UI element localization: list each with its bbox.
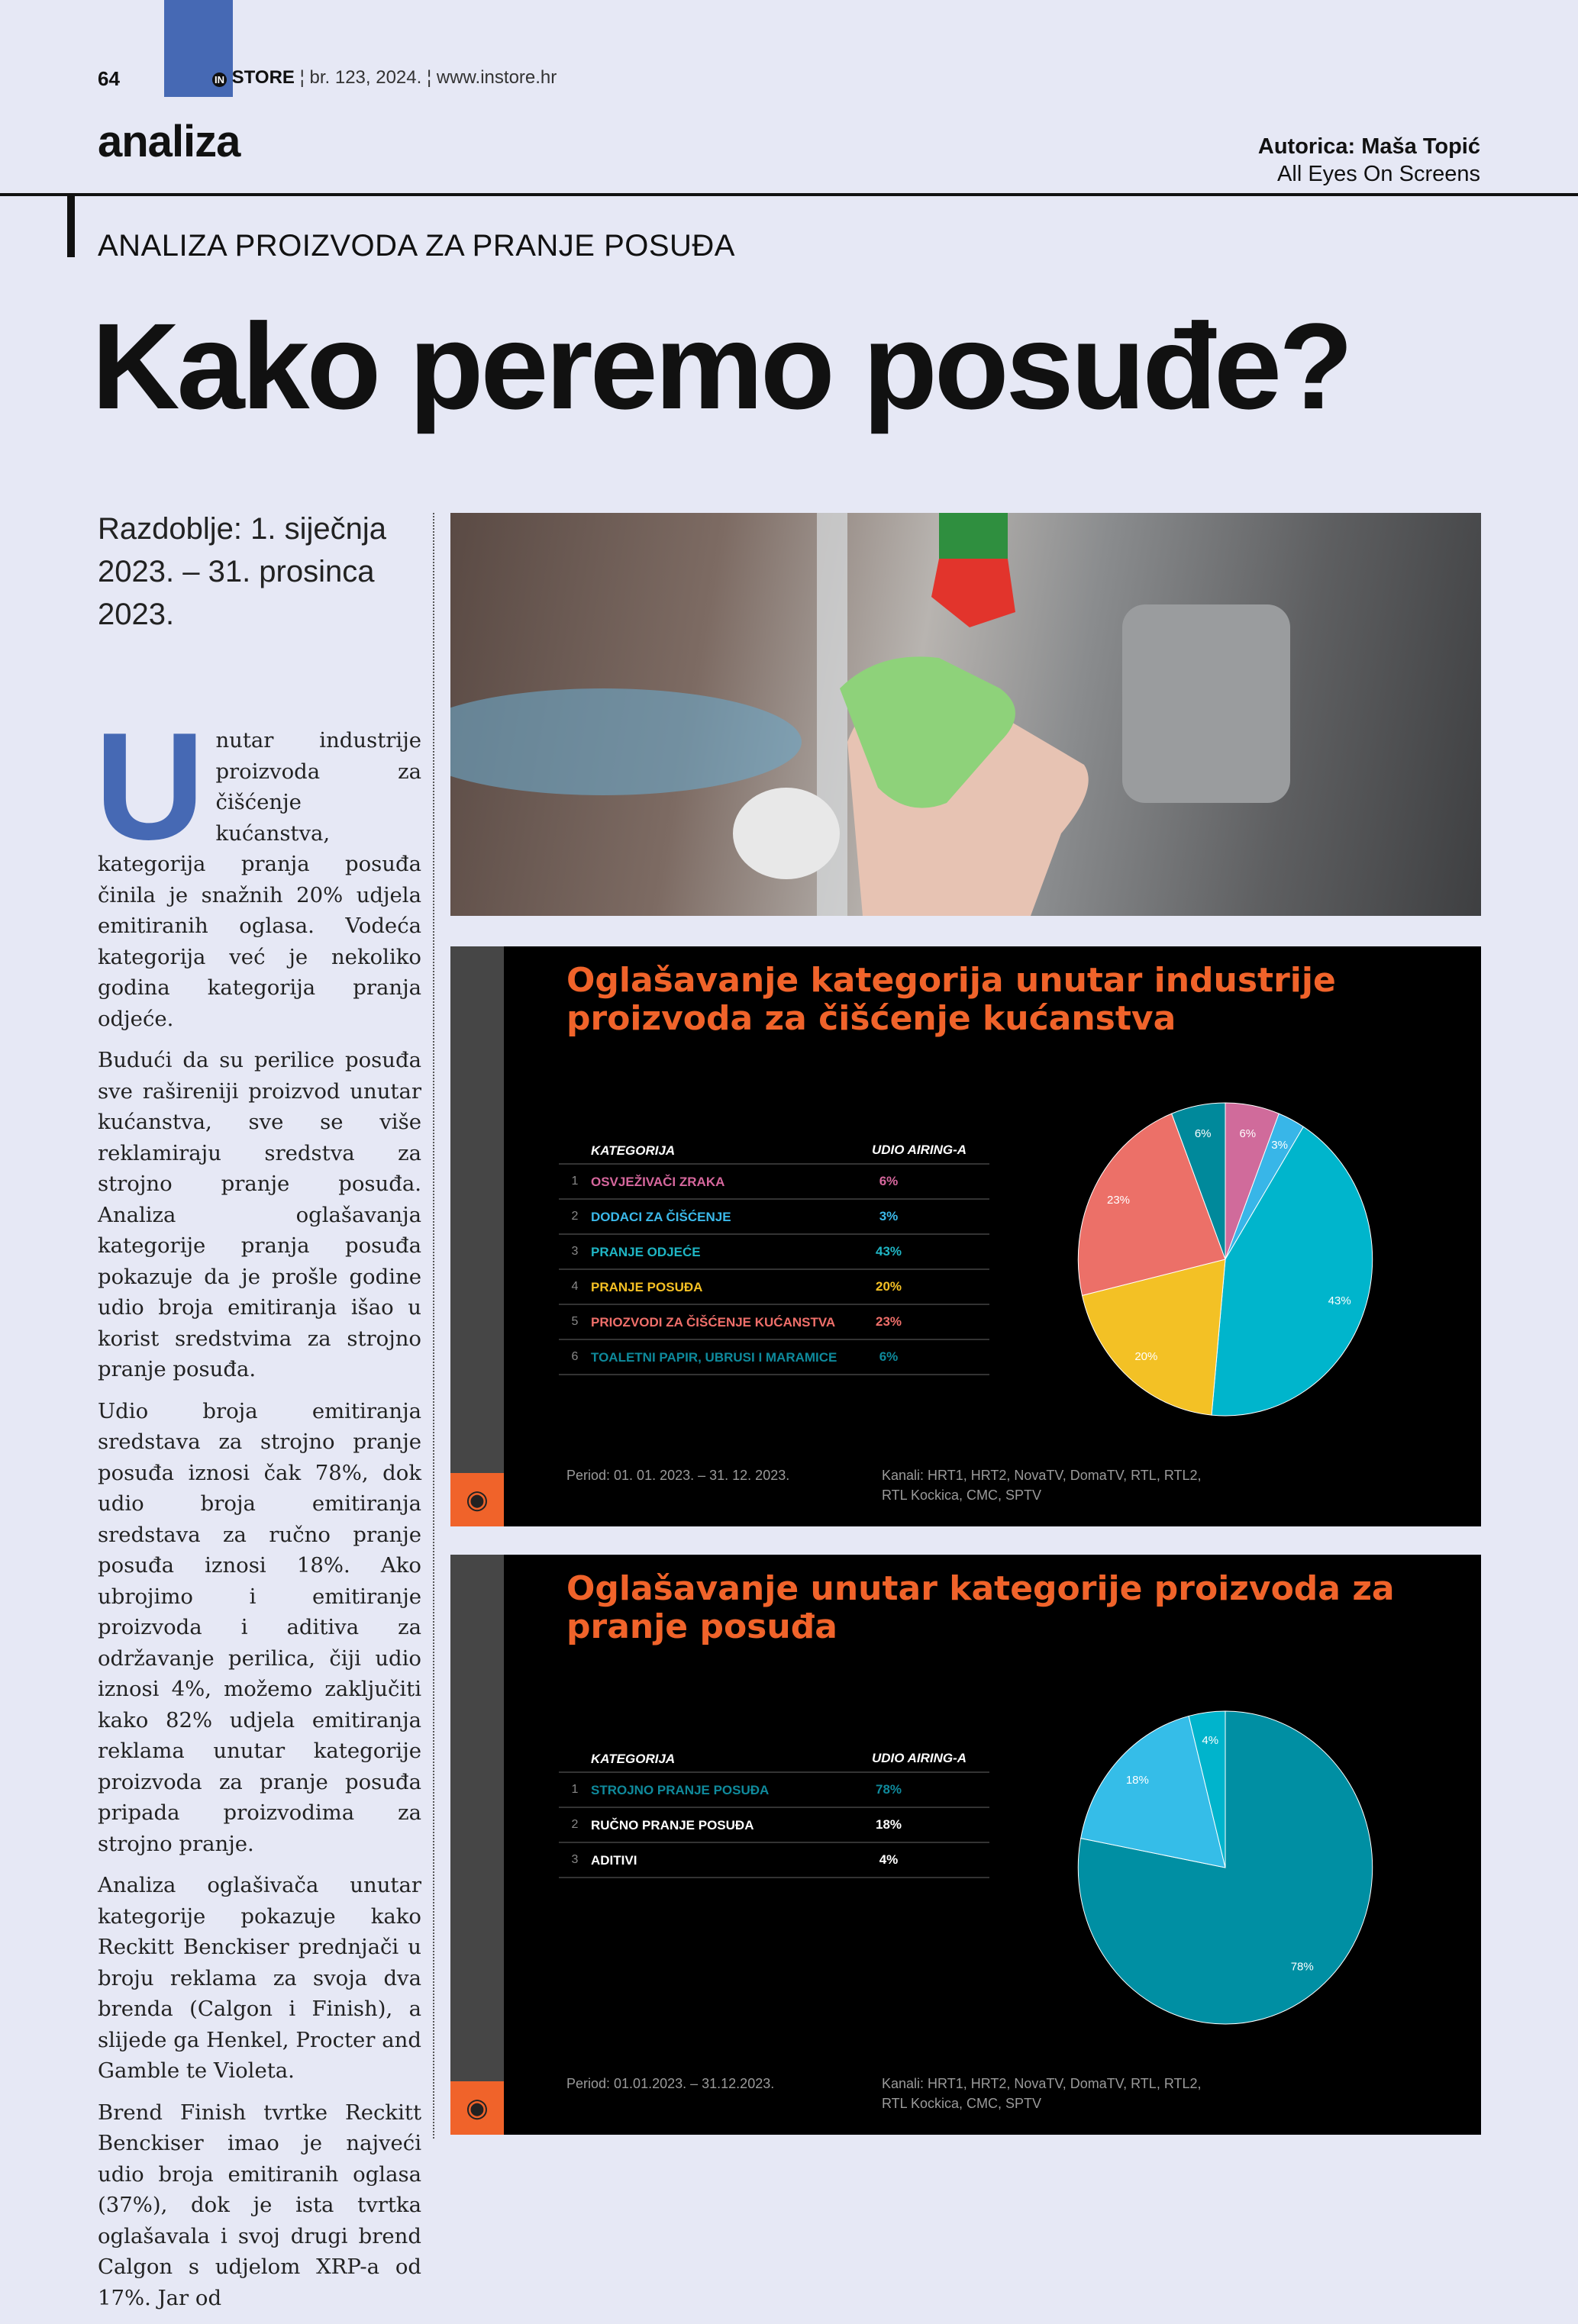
website-link[interactable]: www.instore.hr (436, 67, 557, 88)
table-header (559, 1137, 989, 1165)
row-number: 2 (571, 1210, 579, 1223)
pie-label: 43% (1328, 1294, 1351, 1307)
page-title: Kako peremo posuđe? (92, 298, 1350, 434)
row-number: 3 (571, 1853, 579, 1866)
pie-label: 4% (1202, 1734, 1219, 1748)
drop-cap: U (95, 701, 205, 872)
category-table (559, 1137, 989, 1375)
period-note: Period: 01. 01. 2023. – 31. 12. 2023. (566, 1468, 790, 1483)
table-row (559, 1773, 989, 1808)
row-share: 43% (875, 1244, 902, 1259)
row-number: 4 (571, 1280, 579, 1293)
row-number: 1 (571, 1783, 579, 1796)
column-divider (433, 513, 434, 2139)
channels-note: Kanali: HRT1, HRT2, NovaTV, DomaTV, RTL, RTL2, RTL Kockica, CMC, SPTV (882, 1468, 1202, 1503)
period-note: Period: 01.01.2023. – 31.12.2023. (566, 2076, 775, 2091)
chart-card-2 (450, 1555, 1481, 2135)
table-row (559, 1200, 989, 1235)
row-share: 23% (875, 1314, 902, 1329)
row-number: 5 (571, 1315, 579, 1328)
row-category: ADITIVI (591, 1852, 637, 1868)
issue: br. 123, 2024. (309, 67, 422, 88)
pie-chart (1065, 1099, 1386, 1420)
row-share: 3% (879, 1209, 899, 1223)
chart-card-1 (450, 946, 1481, 1526)
table-row (559, 1340, 989, 1375)
row-category: TOALETNI PAPIR, UBRUSI I MARAMICE (591, 1349, 837, 1365)
table-row (559, 1843, 989, 1878)
table-row (559, 1270, 989, 1305)
row-share: 18% (875, 1817, 902, 1832)
col-header-category: KATEGORIJA (591, 1143, 676, 1158)
chart-title: Oglašavanje kategorija unutar industrije proizvoda za čišćenje kućanstva (566, 961, 1336, 1038)
row-category: RUČNO PRANJE POSUĐA (591, 1817, 754, 1832)
row-share: 6% (879, 1349, 899, 1364)
page-number: 64 (98, 67, 120, 90)
magazine-badge: IN (212, 73, 227, 87)
eye-logo-icon: ◉ (450, 2081, 504, 2135)
row-number: 3 (571, 1245, 579, 1258)
table-row (559, 1165, 989, 1200)
period-text: Razdoblje: 1. siječnja 2023. – 31. prosinca 2023. (98, 512, 386, 631)
table-header (559, 1745, 989, 1773)
byline (1258, 133, 1480, 188)
row-share: 4% (879, 1852, 899, 1867)
table-row (559, 1305, 989, 1340)
row-category: OSVJEŽIVAČI ZRAKA (591, 1174, 725, 1189)
col-header-share: UDIO AIRING-A (872, 1751, 967, 1765)
author-name: Autorica: Maša Topić (1257, 134, 1480, 159)
paragraph: Brend Finish tvrtke Reckitt Benckiser imao je najveći udio broja emitiranih oglasa (37%), dok je ista tvrtka oglašavala i svoj drugi brend Calgon s udjelom XRP-a od 17%. Jar od (98, 2100, 421, 2310)
paragraph (95, 701, 421, 1034)
paragraph-text: nutar industrije proizvoda za čišćenje kućanstva, kategorija pranja posuđa činila je snažnih 20% udjela emitiranih oglasa. Vodeća kategorija već je nekoliko godina kategorija pranja odjeće. (98, 728, 421, 1031)
table-row (559, 1808, 989, 1843)
eye-logo-icon: ◉ (450, 1473, 504, 1526)
photo-illustration (450, 513, 1481, 916)
row-category: STROJNO PRANJE POSUĐA (591, 1782, 770, 1797)
col-header-category: KATEGORIJA (591, 1751, 676, 1766)
row-category: PRANJE ODJEĆE (591, 1244, 701, 1259)
kicker-bar (67, 196, 75, 257)
pie-label: 78% (1290, 1960, 1314, 1974)
section-label: analiza (98, 117, 240, 166)
masthead: IN STORE ¦ br. 123, 2024. ¦ www.instore.hr (212, 67, 557, 89)
author-org: All Eyes On Screens (1277, 162, 1480, 186)
card-sidebar (450, 1555, 504, 2135)
pie-label: 3% (1271, 1138, 1288, 1152)
row-share: 6% (879, 1174, 899, 1188)
row-share: 20% (875, 1279, 902, 1294)
row-category: PRANJE POSUĐA (591, 1279, 703, 1294)
pie-label: 18% (1125, 1773, 1149, 1787)
pie-label: 6% (1194, 1127, 1212, 1140)
paragraph: Budući da su perilice posuđa sve rašireniji proizvod unutar kućanstva, sve se više reklamiraju sredstva za strojno pranje posuđa. Analiza oglašavanja kategorije pranja posuđa pokazuje da je prošle godine udio broja emitiranja išao u korist sredstvima za strojno pranje posuđa. (98, 1048, 421, 1381)
table-row (559, 1235, 989, 1270)
kicker: ANALIZA PROIZVODA ZA PRANJE POSUĐA (98, 229, 735, 263)
pie-label: 6% (1239, 1127, 1257, 1140)
chart-title: Oglašavanje unutar kategorije proizvoda za pranje posuđa (566, 1569, 1395, 1646)
header-rule (0, 193, 1578, 196)
article-body (95, 701, 421, 2324)
channels-note: Kanali: HRT1, HRT2, NovaTV, DomaTV, RTL, RTL2, RTL Kockica, CMC, SPTV (882, 2076, 1202, 2111)
card-sidebar (450, 946, 504, 1526)
dishwashing-photo (450, 513, 1481, 916)
pie-label: 20% (1134, 1349, 1158, 1363)
row-number: 2 (571, 1818, 579, 1831)
category-table (559, 1745, 989, 1878)
row-number: 6 (571, 1350, 579, 1363)
magazine-name: STORE (231, 67, 295, 88)
paragraph: Udio broja emitiranja sredstava za strojno pranje posuđa iznosi čak 78%, dok udio broja emitiranja sredstava za ručno pranje posuđa iznosi 18%. Ako ubrojimo i emitiranje proizvoda i aditiva za održavanje perilica, čiji udio iznosi 4%, možemo zaključiti kako 82% udjela emitiranja reklama unutar kategorije proizvoda za pranje posuđa pripada proizvodima za strojno pranje. (98, 1398, 421, 1856)
pie-label: 23% (1106, 1194, 1131, 1207)
row-category: DODACI ZA ČIŠĆENJE (591, 1209, 731, 1224)
row-number: 1 (571, 1175, 579, 1188)
paragraph: Analiza oglašivača unutar kategorije pokazuje kako Reckitt Benckiser prednjači u broju reklama za svoja dva brenda (Calgon i Finish), a slijede ga Henkel, Procter and Gamble te Violeta. (98, 1873, 421, 2083)
col-header-share: UDIO AIRING-A (872, 1143, 967, 1157)
row-category: PRIOZVODI ZA ČIŠĆENJE KUĆANSTVA (591, 1314, 836, 1330)
row-share: 78% (875, 1782, 902, 1797)
pie-chart (1065, 1707, 1386, 2028)
